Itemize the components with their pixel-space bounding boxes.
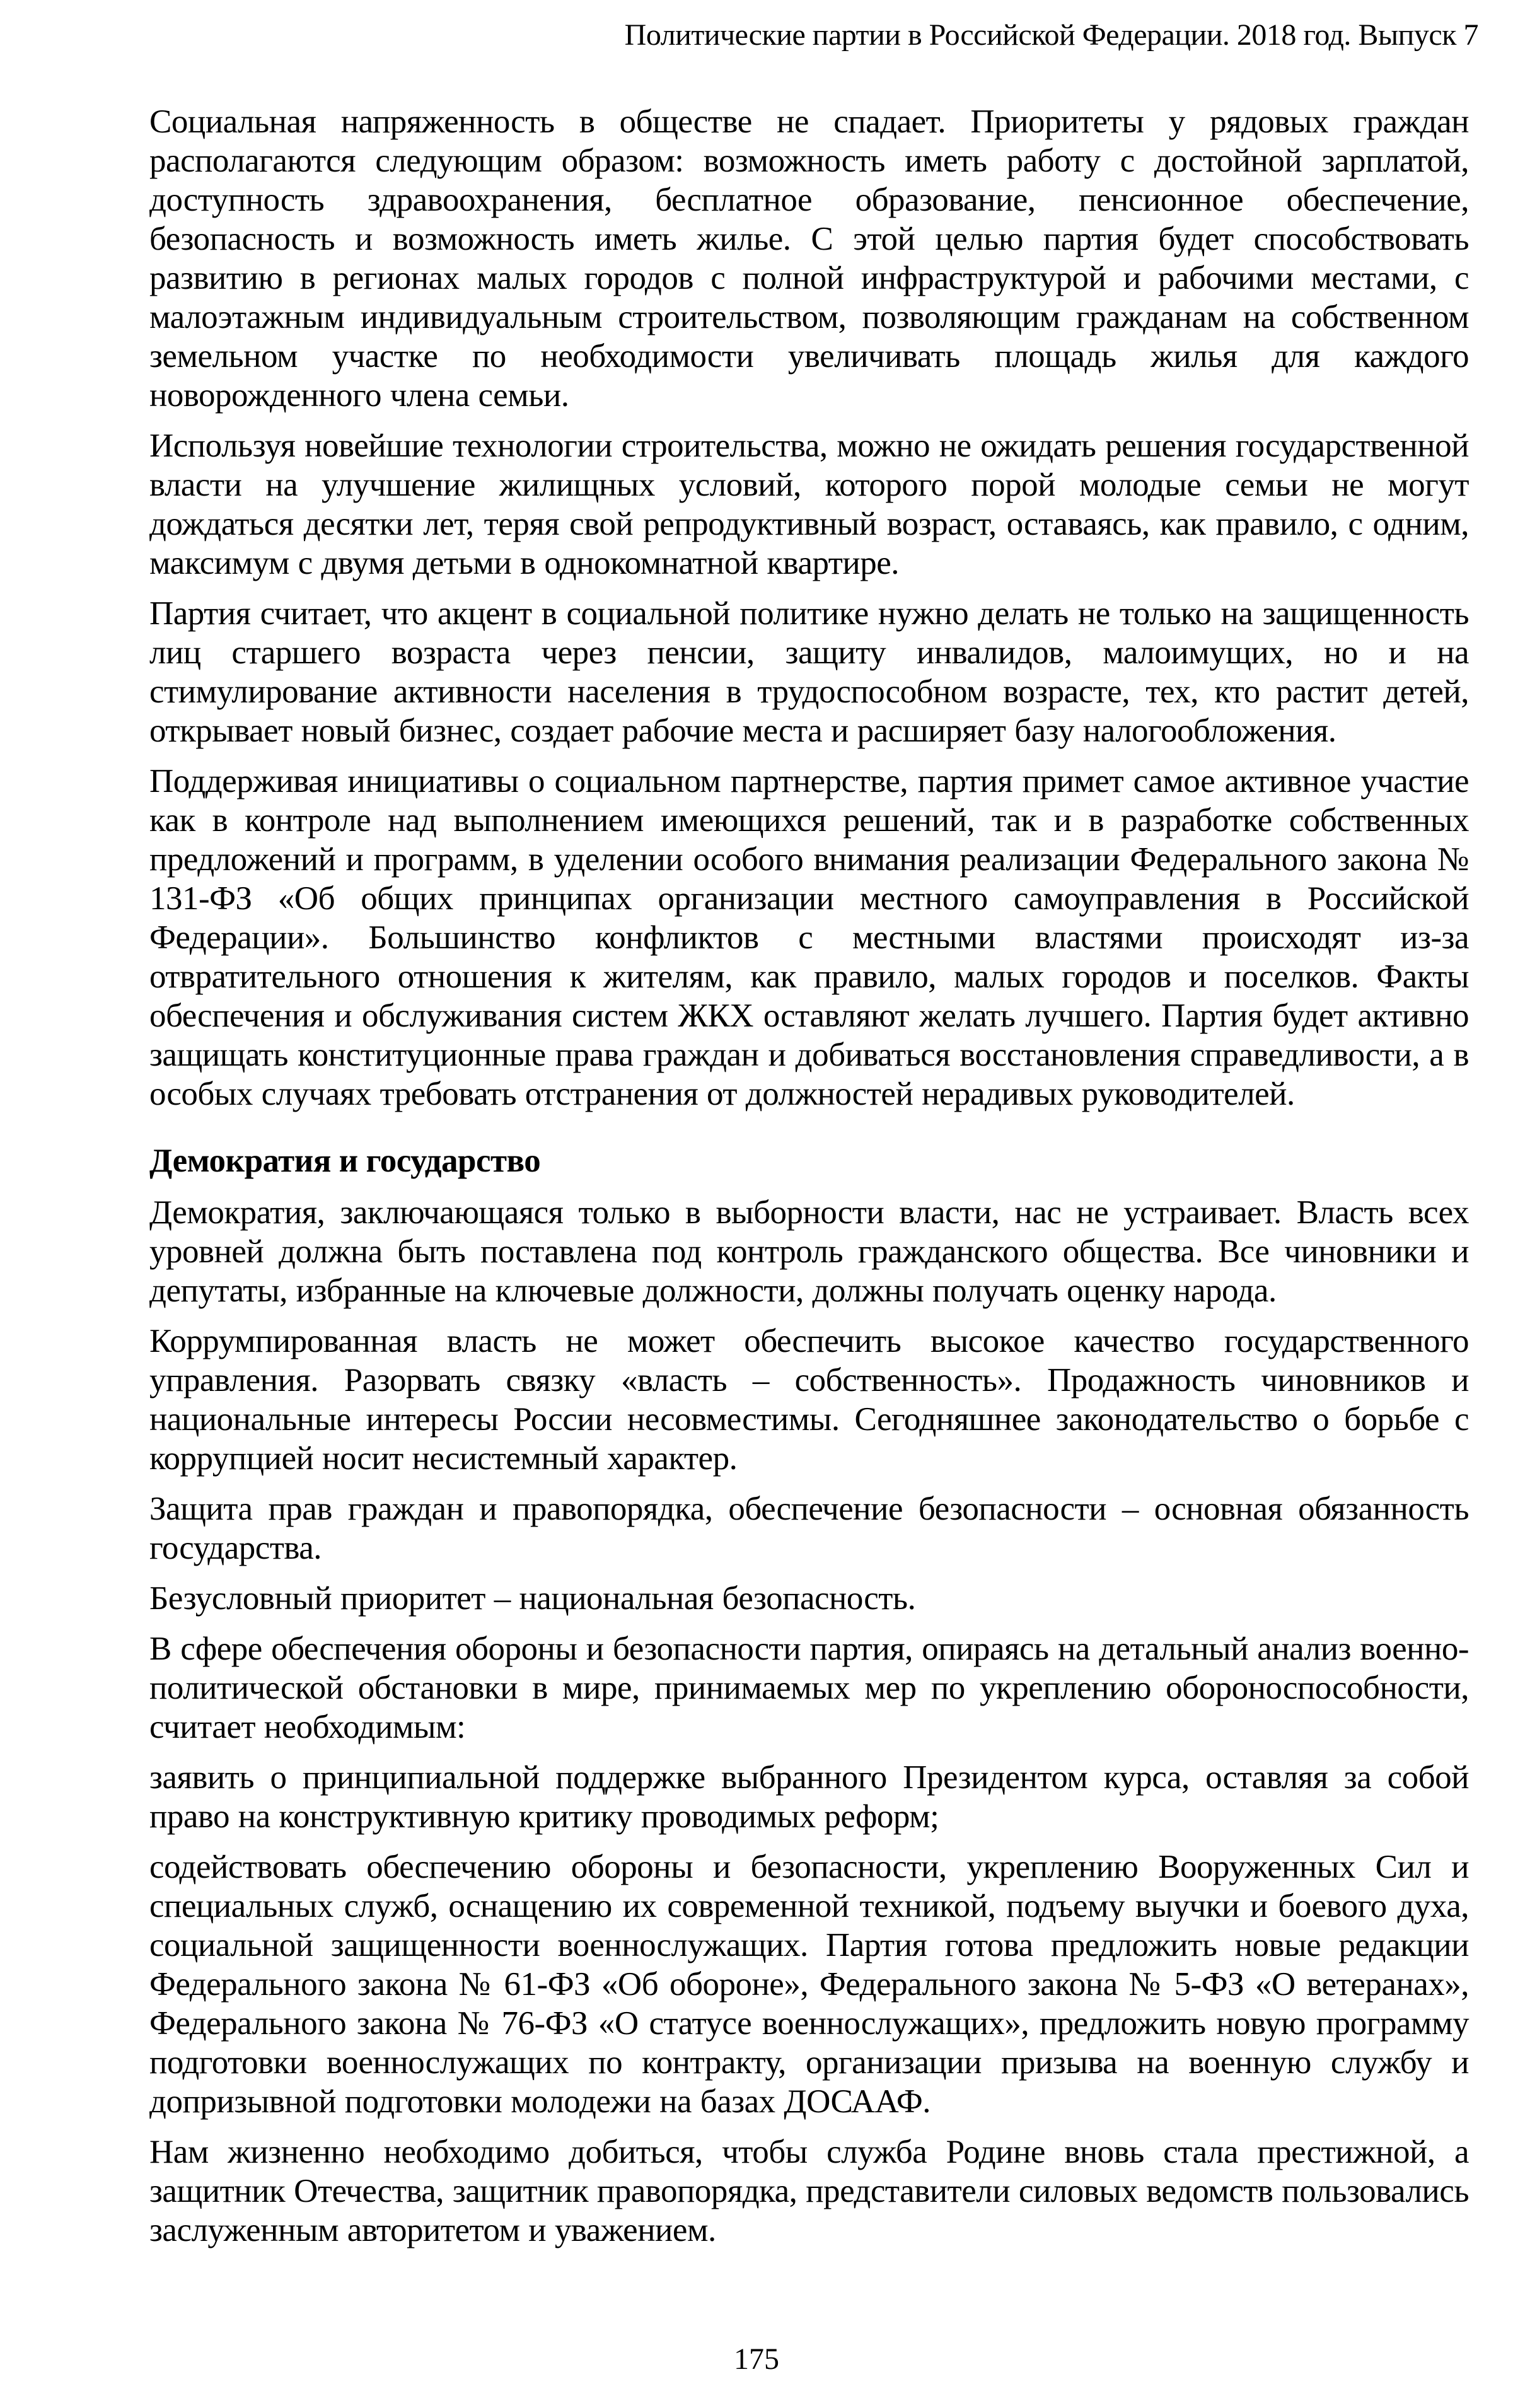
paragraph: Безусловный приоритет – национальная безопасность. [149,1580,916,1617]
paragraph: Демократия, заключающаяся только в выборности власти, нас не устраивает. Власть всех уровней должна быть поставлена под контроль гражданского общества. Все чиновники и депутаты, избранные на ключевые должности, должны получать оценку народа. [149,1194,1469,1309]
paragraph: Коррумпированная власть не может обеспечить высокое качество государственного управления. Разорвать связку «власть – собственность». Продажность чиновников и национальные интересы России несовместимы. Сегодняшнее законодательство о борьбе с коррупцией носит несистемный характер. [149,1323,1469,1477]
paragraph: Поддерживая инициативы о социальном партнерстве, партия примет самое активное участие как в контроле над выполнением имеющихся решений, так и в разработке собственных предложений и программ, в уделении особого внимания реализации Федерального закона № 131-ФЗ «Об общих принципах организации местного самоуправления в Российской Федерации». Большинство конфликтов с местными властями происходят из-за отвратительного отношения к жителям, как правило, малых городов и поселков. Факты обеспечения и обслуживания систем ЖКХ оставляют желать лучшего. Партия будет активно защищать конституционные права граждан и добиваться восстановления справедливости, а в особых случаях требовать отстранения от должностей нерадивых руководителей. [149,763,1469,1112]
section-heading: Демократия и государство [149,1143,541,1179]
paragraph: Защита прав граждан и правопорядка, обеспечение безопасности – основная обязанность государства. [149,1491,1469,1566]
paragraph: Используя новейшие технологии строительства, можно не ожидать решения государственной власти на улучшение жилищных условий, которого порой молодые семьи не могут дождаться десятки лет, теряя свой репродуктивный возраст, оставаясь, как правило, с одним, максимум с двумя детьми в однокомнатной квартире. [149,428,1469,581]
paragraph: содействовать обеспечению обороны и безопасности, укреплению Вооруженных Сил и специальных служб, оснащению их современной техникой, подъему выучки и боевого духа, социальной защищенности военнослужащих. Партия готова предложить новые редакции Федерального закона № 61-ФЗ «Об обороне», Федерального закона № 5-ФЗ «О ветеранах», Федерального закона № 76-ФЗ «О статусе военнослужащих», предложить новую программу подготовки военнослужащих по контракту, организации призыва на военную службу и допризывной подготовки молодежи на базах ДОСААФ. [149,1849,1469,2120]
paragraph: Партия считает, что акцент в социальной политике нужно делать не только на защищенность лиц старшего возраста через пенсии, защиту инвалидов, малоимущих, но и на стимулирование активности населения в трудоспособном возрасте, тех, кто растит детей, открывает новый бизнес, создает рабочие места и расширяет базу налогообложения. [149,595,1469,749]
paragraph: заявить о принципиальной поддержке выбранного Президентом курса, оставляя за собой право на конструктивную критику проводимых реформ; [149,1759,1469,1835]
page-number: 175 [734,2342,779,2376]
paragraph: В сфере обеспечения обороны и безопасности партия, опираясь на детальный анализ военно-политической обстановки в мире, принимаемых мер по укреплению обороноспособности, считает необходимым: [149,1631,1469,1745]
page-content [149,102,1469,2261]
running-header: Политические партии в Российской Федерации. 2018 год. Выпуск 7 [624,18,1478,52]
paragraph: Социальная напряженность в обществе не спадает. Приоритеты у рядовых граждан располагаются следующим образом: возможность иметь работу с достойной зарплатой, доступность здравоохранения, бесплатное образование, пенсионное обеспечение, безопасность и возможность иметь жилье. С этой целью партия будет способствовать развитию в регионах малых городов с полной инфраструктурой и рабочими местами, с малоэтажным индивидуальным строительством, позволяющим гражданам на собственном земельном участке по необходимости увеличивать площадь жилья для каждого новорожденного члена семьи. [149,103,1469,414]
paragraph: Нам жизненно необходимо добиться, чтобы служба Родине вновь стала престижной, а защитник Отечества, защитник правопорядка, представители силовых ведомств пользовались заслуженным авторитетом и уважением. [149,2134,1469,2248]
